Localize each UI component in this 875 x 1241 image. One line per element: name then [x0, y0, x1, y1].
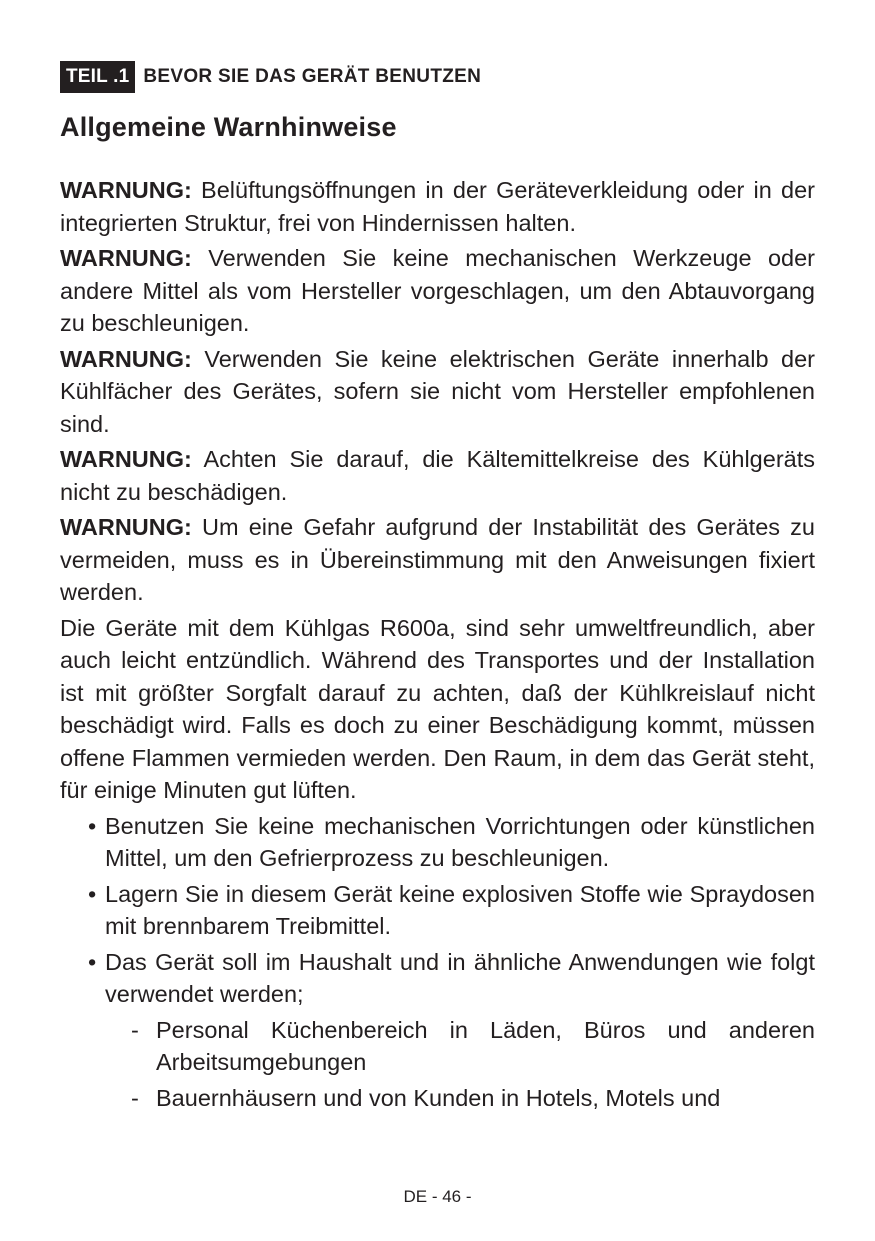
bullet-mark: • [88, 948, 97, 975]
bullet-text: Das Gerät soll im Haushalt und in ähnliche Anwendungen wie folgt verwendet werden; [105, 948, 815, 1007]
dash-mark: - [131, 1016, 139, 1043]
sub-item [131, 1082, 815, 1115]
sub-list [105, 1014, 815, 1115]
r600a-paragraph: Die Geräte mit dem Kühlgas R600a, sind sehr umweltfreundlich, aber auch leicht entzündlich. Während des Transportes und der Installation ist mit größter Sorgfalt darauf zu achten, daß der Kühlkreislauf nicht beschädigt wird. Falls es doch zu einer Beschädigung kommt, müssen offene Flammen vermieden werden. Den Raum, in dem das Gerät steht, für einige Minuten gut lüften. [60, 614, 815, 803]
page-number: DE - 46 - [403, 1187, 472, 1206]
sub-item [131, 1014, 815, 1079]
warning-label: WARNUNG: [60, 177, 192, 203]
dash-mark: - [131, 1084, 139, 1111]
part-badge: TEIL .1 [60, 61, 135, 93]
warning-paragraph [60, 343, 815, 441]
warning-paragraph [60, 174, 815, 239]
warning-text: Um eine Gefahr aufgrund der Instabilität des Gerätes zu vermeiden, muss es in Übereinstimmung mit den Anweisungen fixiert werden. [60, 514, 815, 605]
bullet-list [60, 810, 815, 1115]
sub-item-text: Bauernhäusern und von Kunden in Hotels, Motels und [156, 1084, 721, 1111]
bullet-item [60, 810, 815, 875]
warning-paragraph [60, 443, 815, 508]
section-title: BEVOR SIE DAS GERÄT BENUTZEN [143, 66, 482, 87]
bullet-text: Benutzen Sie keine mechanischen Vorrichtungen oder künstlichen Mittel, um den Gefrierprozess zu beschleunigen. [105, 812, 815, 871]
warning-text: Belüftungsöffnungen in der Geräteverkleidung oder in der integrierten Struktur, frei von Hindernissen halten. [60, 177, 815, 236]
page-body [60, 174, 815, 1117]
sub-item-text: Personal Küchenbereich in Läden, Büros und anderen Arbeitsumgebungen [156, 1016, 815, 1075]
bullet-item [60, 946, 815, 1115]
bullet-mark: • [88, 812, 97, 839]
warning-paragraph [60, 511, 815, 609]
page-title: Allgemeine Warnhinweise [60, 112, 397, 142]
warning-text: Verwenden Sie keine elektrischen Geräte innerhalb der Kühlfächer des Gerätes, sofern sie nicht vom Hersteller empfohlenen sind. [60, 345, 815, 437]
warning-text: Verwenden Sie keine mechanischen Werkzeuge oder andere Mittel als vom Hersteller vorgeschlagen, um den Abtauvorgang zu beschleunigen. [60, 245, 815, 336]
warning-label: WARNUNG: [60, 245, 192, 271]
bullet-item [60, 878, 815, 943]
warning-paragraph [60, 242, 815, 340]
section-header [60, 61, 481, 93]
warning-label: WARNUNG: [60, 446, 192, 472]
bullet-text: Lagern Sie in diesem Gerät keine explosiven Stoffe wie Spraydosen mit brennbarem Treibmittel. [105, 880, 815, 939]
warning-label: WARNUNG: [60, 345, 192, 372]
warning-text: Achten Sie darauf, die Kältemittelkreise des Kühlgeräts nicht zu beschädigen. [60, 446, 815, 505]
warning-label: WARNUNG: [60, 514, 192, 540]
bullet-mark: • [88, 880, 97, 907]
